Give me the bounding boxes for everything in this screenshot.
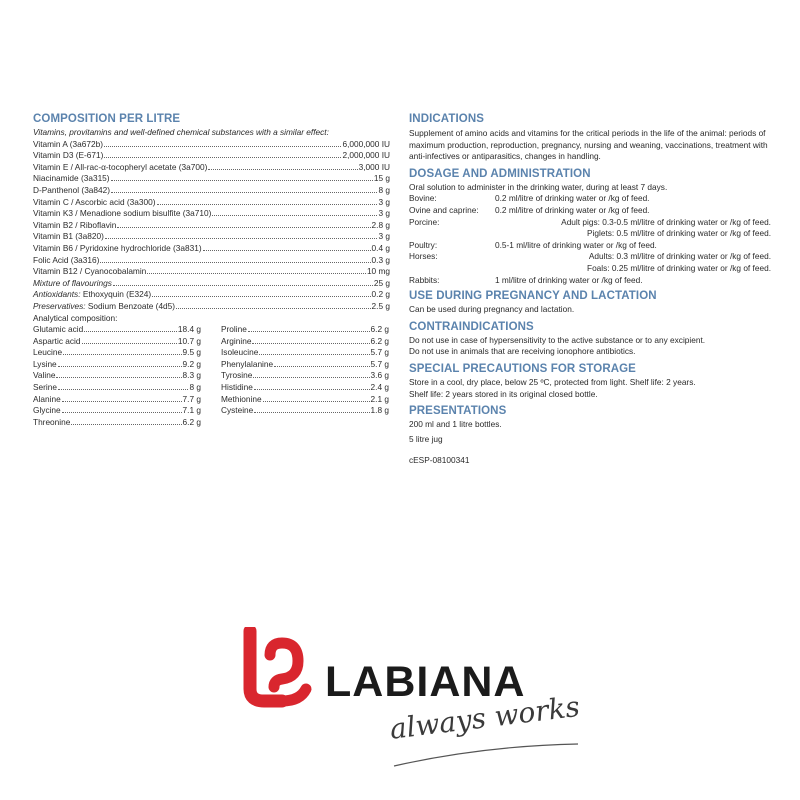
composition-item xyxy=(33,266,390,278)
composition-item-value: 8 g xyxy=(378,184,390,195)
analytical-item xyxy=(221,370,389,382)
composition-item xyxy=(33,301,390,313)
dot-leader xyxy=(111,180,373,181)
analytical-item-name: Methionine xyxy=(221,393,262,404)
dosage-species: Rabbits: xyxy=(409,274,440,285)
dot-leader xyxy=(117,227,370,228)
analytical-item xyxy=(33,359,201,371)
composition-item-name: Vitamin B6 / Pyridoxine hydrochloride (3a831) xyxy=(33,242,202,253)
dot-leader xyxy=(104,157,341,158)
dosage-species: Bovine: xyxy=(409,193,437,204)
analytical-item-value: 6.2 g xyxy=(370,335,389,346)
composition-intro: Vitamins, provitamins and well-defined chemical substances with a similar effect: xyxy=(33,127,329,137)
dot-leader xyxy=(208,169,357,170)
dosage-text: Piglets: 0.5 ml/litre of drinking water or /kg of feed. xyxy=(587,228,771,239)
dot-leader xyxy=(63,354,181,355)
analytical-column-left xyxy=(33,324,201,428)
composition-item-name: Niacinamide (3a315) xyxy=(33,173,110,184)
analytical-item-value: 2.1 g xyxy=(370,393,389,404)
analytical-item-name: Isoleucine xyxy=(221,347,259,358)
dosage-row xyxy=(409,217,771,229)
analytical-item xyxy=(221,359,389,371)
composition-list xyxy=(33,139,390,313)
pregnancy-text: Can be used during pregnancy and lactation. xyxy=(409,304,575,315)
analytical-item xyxy=(221,394,389,406)
analytical-item xyxy=(33,405,201,417)
analytical-item-value: 9.2 g xyxy=(182,358,201,369)
analytical-composition xyxy=(33,324,390,428)
composition-item xyxy=(33,173,390,185)
analytical-item-name: Proline xyxy=(221,324,247,335)
dot-leader xyxy=(252,343,369,344)
dosage-text: Foals: 0.25 ml/litre of drinking water or /kg of feed. xyxy=(587,262,771,273)
contraindications-line: Do not use in case of hypersensitivity to the active substance or to any excipient. xyxy=(409,334,706,345)
reference-code: cESP-08100341 xyxy=(409,455,470,466)
dosage-text: 0.2 ml/litre of drinking water or /kg of feed. xyxy=(495,193,650,204)
composition-item-value: 2.8 g xyxy=(371,219,390,230)
analytical-item-name: Cysteine xyxy=(221,405,254,416)
presentations-line: 5 litre jug xyxy=(409,433,443,444)
analytical-item-value: 3.6 g xyxy=(370,370,389,381)
analytical-item-name: Tyrosine xyxy=(221,370,253,381)
dot-leader xyxy=(58,389,188,390)
analytical-item-value: 1.8 g xyxy=(370,405,389,416)
composition-item-name: Vitamin D3 (E-671) xyxy=(33,150,104,161)
analytical-item xyxy=(221,347,389,359)
dot-leader xyxy=(157,204,378,205)
indications-title: INDICATIONS xyxy=(409,113,484,125)
dosage-title: DOSAGE AND ADMINISTRATION xyxy=(409,167,591,180)
dot-leader xyxy=(248,331,370,332)
composition-item-value: 25 g xyxy=(373,277,390,288)
composition-item xyxy=(33,243,390,255)
dot-leader xyxy=(259,354,369,355)
composition-item-name: Preservatives: Sodium Benzoate (4d5) xyxy=(33,300,176,311)
analytical-item-name: Threonine xyxy=(33,416,71,427)
analytical-item-value: 8 g xyxy=(189,382,201,393)
analytical-item xyxy=(33,336,201,348)
analytical-item-value: 10.7 g xyxy=(177,335,201,346)
dot-leader xyxy=(62,401,182,402)
analytical-item-name: Glutamic acid xyxy=(33,324,84,335)
dot-leader xyxy=(254,389,370,390)
indications-text: Supplement of amino acids and vitamins for the critical periods in the life of the animal: periods of maximum production, reproduction, pregnancy, nursing and weaning, vaccinations, treatment with anti-infectives or antiparasitics, changes in handling. xyxy=(409,128,768,162)
dot-leader xyxy=(113,285,373,286)
analytical-item-value: 9.5 g xyxy=(182,347,201,358)
analytical-item-value: 2.4 g xyxy=(370,382,389,393)
dot-leader xyxy=(152,296,370,297)
composition-item xyxy=(33,185,390,197)
dosage-row xyxy=(409,193,771,205)
composition-item xyxy=(33,289,390,301)
dosage-text: 0.5-1 ml/litre of drinking water or /kg of feed. xyxy=(495,239,657,250)
analytical-item-name: Glycine xyxy=(33,405,61,416)
composition-item-name: Vitamin E / All-rac-α-tocopheryl acetate (3a700) xyxy=(33,161,208,172)
analytical-item-name: Leucine xyxy=(33,347,63,358)
analytical-item-value: 6.2 g xyxy=(370,324,389,335)
dot-leader xyxy=(254,412,369,413)
composition-item xyxy=(33,162,390,174)
dot-leader xyxy=(82,343,177,344)
composition-item-value: 15 g xyxy=(373,173,390,184)
dosage-text: Adults: 0.3 ml/litre of drinking water or /kg of feed. xyxy=(588,251,771,262)
composition-item-value: 0.3 g xyxy=(371,254,390,265)
composition-section xyxy=(33,113,390,428)
dot-leader xyxy=(212,215,377,216)
dot-leader xyxy=(100,262,370,263)
dot-leader xyxy=(274,366,369,367)
dot-leader xyxy=(105,238,378,239)
analytical-item xyxy=(33,417,201,429)
dot-leader xyxy=(104,146,342,147)
analytical-item xyxy=(221,382,389,394)
analytical-item-name: Phenylalanine xyxy=(221,358,274,369)
dot-leader xyxy=(253,377,369,378)
analytical-title: Analytical composition: xyxy=(33,312,118,323)
analytical-item-name: Lysine xyxy=(33,358,57,369)
dot-leader xyxy=(147,273,366,274)
dot-leader xyxy=(71,424,181,425)
dosage-text: 0.2 ml/litre of drinking water or /kg of feed. xyxy=(495,204,650,215)
analytical-column-right xyxy=(221,324,389,428)
composition-item-name: Antioxidants: Ethoxyquin (E324) xyxy=(33,289,152,300)
composition-item-value: 3 g xyxy=(378,196,390,207)
dot-leader xyxy=(203,250,371,251)
analytical-item-name: Alanine xyxy=(33,393,61,404)
analytical-item-value: 7.7 g xyxy=(182,393,201,404)
info-section xyxy=(409,113,771,467)
composition-item xyxy=(33,220,390,232)
composition-item-name: Vitamin B2 / Riboflavin xyxy=(33,219,117,230)
composition-item xyxy=(33,197,390,209)
brand-tagline: always works xyxy=(387,689,582,746)
analytical-item xyxy=(33,347,201,359)
storage-line: Shelf life: 2 years stored in its original closed bottle. xyxy=(409,388,598,399)
dosage-species xyxy=(409,228,495,240)
dosage-intro: Oral solution to administer in the drinking water, during at least 7 days. xyxy=(409,181,668,192)
analytical-item xyxy=(221,336,389,348)
composition-item-value: 0.2 g xyxy=(371,289,390,300)
analytical-item-value: 7.1 g xyxy=(182,405,201,416)
dot-leader xyxy=(56,377,181,378)
brand-name: LABIANA xyxy=(325,658,526,706)
analytical-item xyxy=(33,324,201,336)
composition-item-name: Vitamin A (3a672b) xyxy=(33,138,103,149)
composition-item-value: 2.5 g xyxy=(371,300,390,311)
dosage-text: 1 ml/litre of drinking water or /kg of feed. xyxy=(495,274,643,285)
composition-item-value: 10 mg xyxy=(366,266,390,277)
composition-item xyxy=(33,278,390,290)
analytical-item-name: Valine xyxy=(33,370,56,381)
analytical-item-name: Serine xyxy=(33,382,57,393)
dosage-row xyxy=(409,205,771,217)
storage-title: SPECIAL PRECAUTIONS FOR STORAGE xyxy=(409,362,636,375)
composition-item-name: Folic Acid (3a316) xyxy=(33,254,100,265)
dosage-row xyxy=(409,228,771,240)
composition-item-name: Vitamin B1 (3a820) xyxy=(33,231,104,242)
dot-leader xyxy=(263,401,370,402)
composition-title: COMPOSITION PER LITRE xyxy=(33,113,181,125)
analytical-item xyxy=(221,405,389,417)
analytical-item-name: Histidine xyxy=(221,382,253,393)
analytical-item-value: 18.4 g xyxy=(177,324,201,335)
analytical-item-name: Aspartic acid xyxy=(33,335,81,346)
composition-item xyxy=(33,139,390,151)
analytical-item-value: 6.2 g xyxy=(182,416,201,427)
dosage-row xyxy=(409,275,771,287)
storage-line: Store in a cool, dry place, below 25 ºC, protected from light. Shelf life: 2 years. xyxy=(409,376,696,387)
composition-item-name: Vitamin C / Ascorbic acid (3a300) xyxy=(33,196,156,207)
dosage-table xyxy=(409,193,771,286)
composition-item-name: Vitamin K3 / Menadione sodium bisulfite (3a710) xyxy=(33,208,212,219)
analytical-item xyxy=(33,370,201,382)
contraindications-title: CONTRAINDICATIONS xyxy=(409,320,534,333)
analytical-item-value: 5.7 g xyxy=(370,358,389,369)
composition-item-value: 3,000 IU xyxy=(358,161,390,172)
composition-item xyxy=(33,150,390,162)
dosage-species: Poultry: xyxy=(409,239,438,250)
composition-item-name: Mixture of flavourings xyxy=(33,277,112,288)
analytical-item-name: Arginine xyxy=(221,335,252,346)
dot-leader xyxy=(58,366,182,367)
dosage-text: Adult pigs: 0.3-0.5 ml/litre of drinking water or /kg of feed. xyxy=(561,216,771,227)
dosage-row xyxy=(409,263,771,275)
analytical-item-value: 8.3 g xyxy=(182,370,201,381)
composition-item-name: D-Panthenol (3a842) xyxy=(33,184,111,195)
dot-leader xyxy=(84,331,177,332)
analytical-item xyxy=(33,394,201,406)
composition-item-value: 3 g xyxy=(378,208,390,219)
dot-leader xyxy=(111,192,377,193)
composition-item xyxy=(33,208,390,220)
composition-item xyxy=(33,255,390,267)
dot-leader xyxy=(176,308,370,309)
analytical-item xyxy=(33,382,201,394)
contraindications-line: Do not use in animals that are receiving ionophore antibiotics. xyxy=(409,346,636,357)
dot-leader xyxy=(62,412,182,413)
composition-item-value: 2,000,000 IU xyxy=(342,150,390,161)
composition-item-value: 3 g xyxy=(378,231,390,242)
composition-item-name: Vitamin B12 / Cyanocobalamin xyxy=(33,266,147,277)
composition-item xyxy=(33,231,390,243)
composition-item-value: 6,000,000 IU xyxy=(342,138,390,149)
dosage-species xyxy=(409,263,495,275)
analytical-item-value: 5.7 g xyxy=(370,347,389,358)
dosage-row xyxy=(409,240,771,252)
dosage-row xyxy=(409,251,771,263)
composition-item-value: 0.4 g xyxy=(371,242,390,253)
tagline-swoosh-icon xyxy=(392,742,582,772)
dosage-species: Porcine: xyxy=(409,216,440,227)
presentations-title: PRESENTATIONS xyxy=(409,405,507,418)
pregnancy-title: USE DURING PREGNANCY AND LACTATION xyxy=(409,290,657,303)
dosage-species: Ovine and caprine: xyxy=(409,204,479,215)
dosage-species: Horses: xyxy=(409,251,438,262)
presentations-line: 200 ml and 1 litre bottles. xyxy=(409,419,502,430)
analytical-item xyxy=(221,324,389,336)
